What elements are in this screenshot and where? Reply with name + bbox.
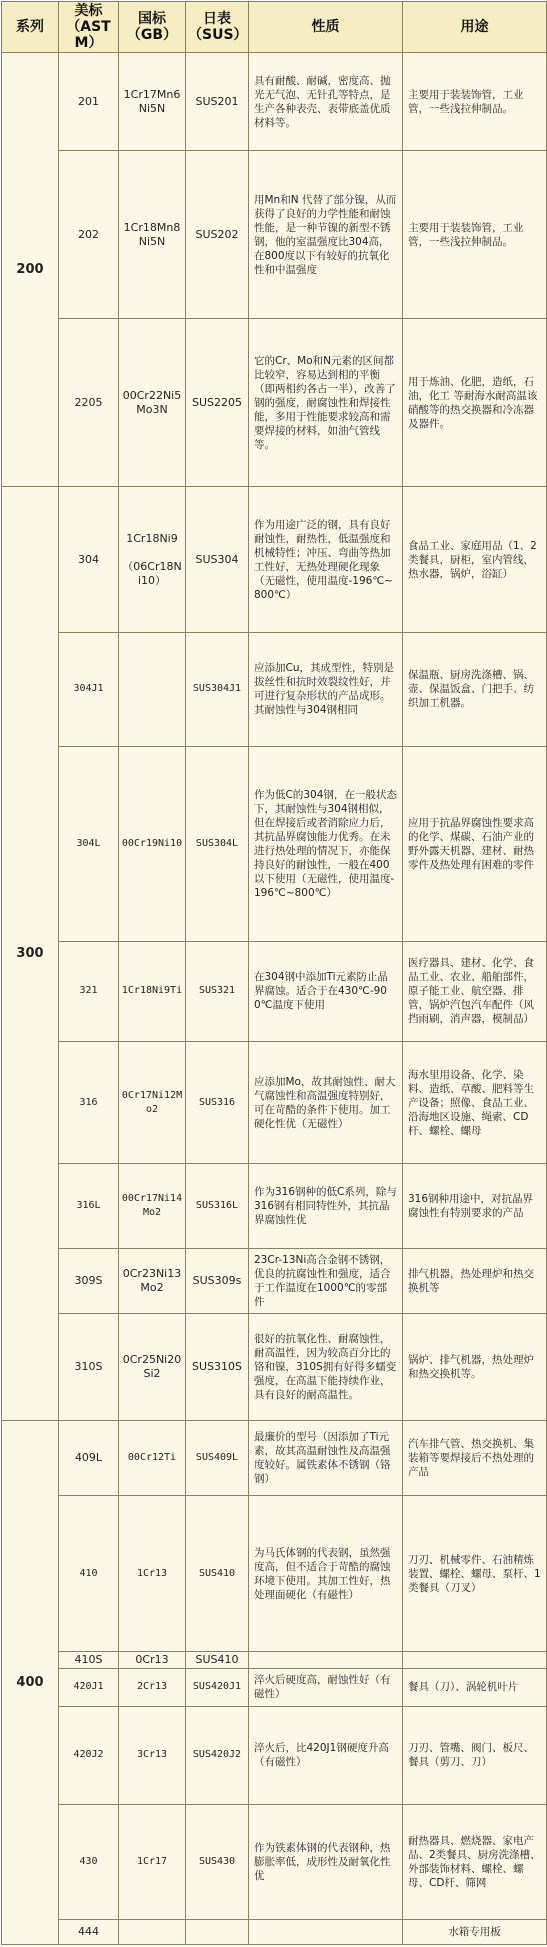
- property-cell: 作为铁素体钢的代表钢种，热膨胀率低，成形性及耐氧化性优: [249, 1804, 403, 1919]
- property-cell: [249, 1919, 403, 1944]
- astm-cell: 316L: [59, 1164, 119, 1249]
- usage-cell: [403, 1651, 547, 1668]
- sus-cell: SUS410: [186, 1496, 249, 1651]
- gb-cell: 2Cr13: [119, 1668, 186, 1706]
- usage-cell: 食品工业、家庭用品（1、2类餐具，厨柜，室内管线，热水器，锅炉，浴缸）: [403, 487, 547, 632]
- usage-cell: 用于炼油、化肥，造纸，石油，化工 等耐海水耐高温该硝酸等的热交换器和冷冻器及器件。: [403, 319, 547, 487]
- table-row: [2, 1314, 547, 1421]
- table-row: [2, 1041, 547, 1163]
- usage-cell: 主要用于装装饰管，工业管，一些浅拉伸制品。: [403, 151, 547, 319]
- gb-cell: 0Cr23Ni13Mo2: [119, 1249, 186, 1314]
- astm-cell: 304J1: [59, 632, 119, 746]
- header-row: [2, 2, 547, 53]
- sus-cell: SUS304: [186, 487, 249, 632]
- astm-cell: 409L: [59, 1421, 119, 1496]
- sus-cell: SUS309s: [186, 1249, 249, 1314]
- sus-cell: SUS2205: [186, 319, 249, 487]
- property-cell: 作为用途广泛的钢，具有良好耐蚀性，耐热性，低温强度和机械特性；冲压、弯曲等热加工性好，无热处理硬化现象（无磁性，使用温度-196℃~800℃）: [249, 487, 403, 632]
- sus-cell: SUS316: [186, 1041, 249, 1163]
- sus-cell: SUS409L: [186, 1421, 249, 1496]
- astm-cell: 430: [59, 1804, 119, 1919]
- table-row: [2, 319, 547, 487]
- stainless-steel-table: [1, 1, 547, 1945]
- property-cell: 在304钢中添加Ti元素防止晶界腐蚀。适合于在430℃-900℃温度下使用: [249, 941, 403, 1041]
- astm-cell: 201: [59, 53, 119, 151]
- gb-cell: [119, 632, 186, 746]
- gb-cell: [119, 1919, 186, 1944]
- header-property: 性质: [249, 2, 403, 53]
- table-row: [2, 1706, 547, 1804]
- property-cell: 具有耐酸、耐碱，密度高、抛光无气泡、无针孔等特点，是生产各种表壳、表带底盖优质材料等。: [249, 53, 403, 151]
- table-row: [2, 632, 547, 746]
- sus-cell: [186, 1919, 249, 1944]
- header-sus: 日表 （SUS）: [186, 2, 249, 53]
- gb-cell: 00Cr22Ni5Mo3N: [119, 319, 186, 487]
- astm-cell: 410: [59, 1496, 119, 1651]
- astm-cell: 309S: [59, 1249, 119, 1314]
- usage-cell: 医疗器具、建材、化学、食品工业、农业、船舶部件，原子能工业、航空器、排管，锅炉汽包汽车配件（风挡雨刷，消声器，模制品）: [403, 941, 547, 1041]
- astm-cell: 304: [59, 487, 119, 632]
- header-series: 系列: [2, 2, 59, 53]
- table-row: [2, 1164, 547, 1249]
- property-cell: [249, 1651, 403, 1668]
- gb-cell: 3Cr13: [119, 1706, 186, 1804]
- table-row: [2, 487, 547, 632]
- sus-cell: SUS420J2: [186, 1706, 249, 1804]
- table-row: [2, 1421, 547, 1496]
- property-cell: 应添加Cu，其成型性，特别是拔丝性和抗时效裂纹性好，并可进行复杂形状的产品成形。其耐蚀性与304钢相同: [249, 632, 403, 746]
- property-cell: 它的Cr、Mo和N元素的区间都比较窄，容易达到相的平衡（即两相约各占一半），改善了钢的强度，耐腐蚀性和焊接性能，多用于性能要求较高和需要焊接的材料，如油气管线等。: [249, 319, 403, 487]
- series-cell-300: 300: [2, 487, 59, 1421]
- gb-cell: 00Cr12Ti: [119, 1421, 186, 1496]
- table-row: [2, 1249, 547, 1314]
- sus-cell: SUS420J1: [186, 1668, 249, 1706]
- astm-cell: 2205: [59, 319, 119, 487]
- property-cell: 最廉价的型号（因添加了Ti元素，故其高温耐蚀性及高温强度较好。属铁素体不锈钢（铬钢）: [249, 1421, 403, 1496]
- property-cell: 很好的抗氧化性、耐腐蚀性，耐高温性，因为较高百分比的铬和镍，310S拥有好得多蠕变强度，在高温下能持续作业，具有良好的耐高温性。: [249, 1314, 403, 1421]
- table-row: [2, 53, 547, 151]
- gb-cell: 1Cr17: [119, 1804, 186, 1919]
- usage-cell: 保温瓶、厨房洗涤槽、锅、壶、保温饭盒、门把手、纺织加工机器。: [403, 632, 547, 746]
- sus-cell: SUS304J1: [186, 632, 249, 746]
- table-row: [2, 746, 547, 941]
- usage-cell: 应用于抗晶界腐蚀性要求高的化学、煤碳、石油产业的野外露天机器、建材、耐热零件及热处理有困难的零件: [403, 746, 547, 941]
- gb-cell: 1Cr17Mn6Ni5N: [119, 53, 186, 151]
- header-usage: 用途: [403, 2, 547, 53]
- usage-cell: 海水里用设备、化学、染料、造纸、草酸、肥料等生产设备；照像、食品工业、沿海地区设施、绳索、CD杆、螺栓、螺母: [403, 1041, 547, 1163]
- astm-cell: 410S: [59, 1651, 119, 1668]
- usage-cell: 主要用于装装饰管，工业管，一些浅拉伸制品。: [403, 53, 547, 151]
- sus-cell: SUS310S: [186, 1314, 249, 1421]
- astm-cell: 304L: [59, 746, 119, 941]
- usage-cell: 餐具（刀）、涡轮机叶片: [403, 1668, 547, 1706]
- property-cell: 应添加Mo，故其耐蚀性、耐大气腐蚀性和高温强度特别好，可在苛酷的条件下使用。加工硬化性优（无磁性）: [249, 1041, 403, 1163]
- header-gb: 国标 （GB）: [119, 2, 186, 53]
- gb-cell: 0Cr25Ni20Si2: [119, 1314, 186, 1421]
- astm-cell: 420J2: [59, 1706, 119, 1804]
- table-row: [2, 151, 547, 319]
- sus-cell: SUS410: [186, 1651, 249, 1668]
- astm-cell: 420J1: [59, 1668, 119, 1706]
- astm-cell: 310S: [59, 1314, 119, 1421]
- sus-cell: SUS316L: [186, 1164, 249, 1249]
- table-row: [2, 1496, 547, 1651]
- table-row: [2, 1668, 547, 1706]
- gb-cell: 00Cr19Ni10: [119, 746, 186, 941]
- gb-cell: 1Cr18Ni9Ti: [119, 941, 186, 1041]
- gb-cell: 0Cr13: [119, 1651, 186, 1668]
- astm-cell: 316: [59, 1041, 119, 1163]
- gb-cell: 1Cr13: [119, 1496, 186, 1651]
- property-cell: 为马氏体钢的代表钢，虽然强度高，但不适合于苛酷的腐蚀环境下使用。其加工性好，热处理面硬化（有磁性）: [249, 1496, 403, 1651]
- table-row: [2, 941, 547, 1041]
- header-astm: 美标 （ASTM）: [59, 2, 119, 53]
- table-row: [2, 1804, 547, 1919]
- property-cell: 淬火后，比420J1钢硬度升高（有磁性）: [249, 1706, 403, 1804]
- usage-cell: 锅炉、排气机器，热处理炉和热交换机等。: [403, 1314, 547, 1421]
- gb-cell: 1Cr18Ni9 （06Cr18Ni10）: [119, 487, 186, 632]
- usage-cell: 排气机器，热处理炉和热交换机等: [403, 1249, 547, 1314]
- usage-cell: 耐热器具、燃烧器、家电产品、2类餐具、厨房洗涤槽、外部装饰材料、螺栓、螺母、CD杆、筛网: [403, 1804, 547, 1919]
- usage-cell: 刀刃、机械零件、石油精炼装置、螺栓、螺母、泵杆、1类餐具（刀叉）: [403, 1496, 547, 1651]
- property-cell: 作为316钢种的低C系列，除与316钢有相同特性外，其抗晶界腐蚀性优: [249, 1164, 403, 1249]
- sus-cell: SUS202: [186, 151, 249, 319]
- usage-cell: 汽车排气管、热交换机、集装箱等要焊接后不热处理的产品: [403, 1421, 547, 1496]
- table-row: [2, 1919, 547, 1944]
- usage-cell: 刀刃、管嘴、阀门、板尺、餐具（剪刀、刀）: [403, 1706, 547, 1804]
- usage-cell: 水箱专用板: [403, 1919, 547, 1944]
- sus-cell: SUS430: [186, 1804, 249, 1919]
- astm-cell: 202: [59, 151, 119, 319]
- series-cell-200: 200: [2, 53, 59, 487]
- astm-cell: 321: [59, 941, 119, 1041]
- astm-cell: 444: [59, 1919, 119, 1944]
- gb-cell: 00Cr17Ni14Mo2: [119, 1164, 186, 1249]
- sus-cell: SUS321: [186, 941, 249, 1041]
- property-cell: 用Mn和N 代替了部分镍，从而获得了良好的力学性能和耐蚀性能，是一种节镍的新型不锈钢，他的室温强度比304高，在800度以下有较好的抗氧化性和中温强度: [249, 151, 403, 319]
- property-cell: 淬火后硬度高，耐蚀性好（有磁性）: [249, 1668, 403, 1706]
- sus-cell: SUS201: [186, 53, 249, 151]
- series-cell-400: 400: [2, 1421, 59, 1945]
- gb-cell: 0Cr17Ni12Mo2: [119, 1041, 186, 1163]
- property-cell: 23Cr-13Ni高合金钢不锈钢，优良的抗腐蚀性和强度，适合于工作温度在1000℃的零部件: [249, 1249, 403, 1314]
- table-row: [2, 1651, 547, 1668]
- sus-cell: SUS304L: [186, 746, 249, 941]
- property-cell: 作为低C的304钢，在一般状态下，其耐蚀性与304钢相似，但在焊接后或者消除应力后，其抗晶界腐蚀能力优秀。在未进行热处理的情况下，亦能保持良好的耐蚀性，一般在400以下使用（无磁性，使用温度-196℃~800℃）: [249, 746, 403, 941]
- usage-cell: 316钢种用途中，对抗晶界腐蚀性有特别要求的产品: [403, 1164, 547, 1249]
- gb-cell: 1Cr18Mn8Ni5N: [119, 151, 186, 319]
